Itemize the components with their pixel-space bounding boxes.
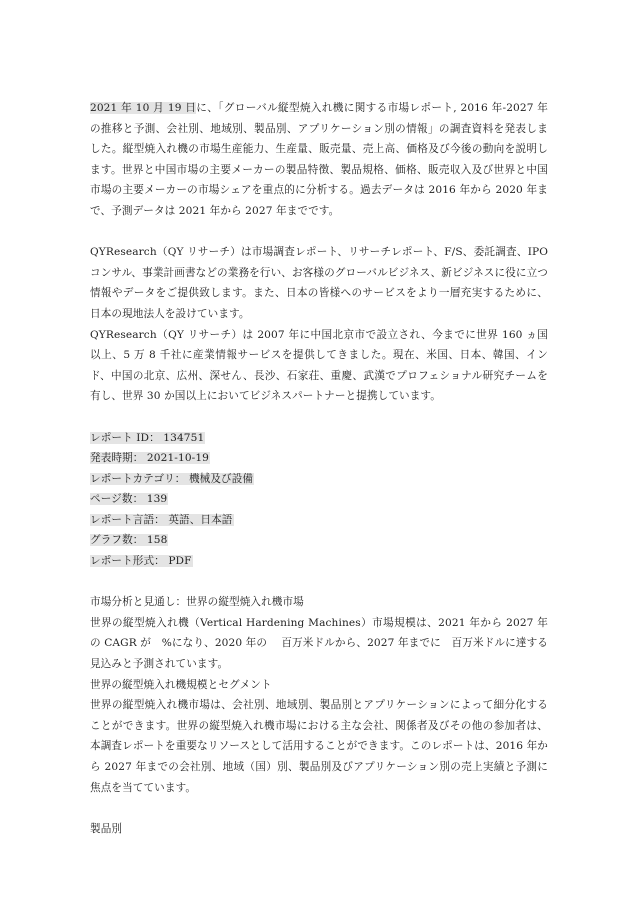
analysis-heading: 市場分析と見通し：世界の縦型焼入れ機市場	[90, 596, 304, 609]
meta-publish-date-text: 発表時期： 2021-10-19	[90, 452, 210, 465]
meta-report-id	[90, 428, 548, 449]
document-body	[90, 98, 548, 839]
intro-text: に、「グローバル縦型焼入れ機に関する市場レポート, 2016 年-2027 年の推移と予測、会社別、地域別、製品別、アプリケーション別の情報」の調査資料を発表しました。縦型焼入れ機の市場生産能力、生産量、販売量、売上高、価格及び今後の動向を説明します。世界と中国市場の主要メーカーの製品特徴、製品規格、価格、販売収入及び世界と中国市場の主要メーカーの市場シェアを重点的に分析する。過去データは 2016 年から 2020 年まで、予測データは 2021 年から 2027 年までです。	[90, 102, 549, 217]
spacer	[90, 407, 548, 428]
meta-publish-date	[90, 448, 548, 469]
meta-format	[90, 551, 548, 572]
analysis-heading-2: 世界の縦型焼入れ機規模とセグメント	[90, 678, 272, 691]
meta-graphs	[90, 530, 548, 551]
meta-graphs-text: グラフ数： 158	[90, 534, 168, 547]
spacer	[90, 572, 548, 593]
analysis-paragraph-2: 世界の縦型焼入れ機市場は、会社別、地域別、製品別とアプリケーションによって細分化することができます。世界の縦型焼入れ機市場における主な会社、関係者及びその他の参加者は、本調査レポートを重要なリソースとして活用することができます。このレポートは、2016 年から 2027 年までの会社別、地域（国）別、製品別及びアプリケーション別の売上実績と予測に焦点を当てています。	[90, 699, 548, 794]
spacer	[90, 798, 548, 819]
meta-language-text: レポート言語： 英語、日本語	[90, 513, 233, 526]
meta-pages-text: ページ数： 139	[90, 493, 168, 506]
date-highlight: 2021 年 10 月 19 日	[90, 102, 197, 114]
spacer	[90, 222, 548, 243]
company-paragraph-1: QYResearch（QY リサーチ）は市場調査レポート、リサーチレポート、F/S、委託調査、IPO コンサル、事業計画書などの業務を行い、お客様のグローバルビジネス、新ビジネスに役に立つ情報やデータをご提供致します。また、日本の皆様へのサービスをより一層充実するために、日本の現地法人を設けています。	[90, 246, 548, 320]
product-section-heading: 製品別	[90, 822, 123, 835]
intro-paragraph	[90, 98, 548, 222]
meta-format-text: レポート形式： PDF	[90, 555, 192, 568]
analysis-paragraph-1: 世界の縦型焼入れ機（Vertical Hardening Machines）市場規模は、2021 年から 2027 年の CAGR が %になり、2020 年の 百万米ドルから、2027 年までに 百万米ドルに達する見込みと予測されています。	[90, 616, 548, 671]
meta-report-id-text: レポート ID： 134751	[90, 431, 205, 444]
company-paragraph-2: QYResearch（QY リサーチ）は 2007 年に中国北京市で設立され、今までに世界 160 ヵ国以上、5 万 8 千社に産業情報サービスを提供してきました。現在、米国、日本、韓国、インド、中国の北京、広州、深せん、長沙、石家荘、重慶、武漢でプロフェショナル研究チームを有し、世界 30 か国以上においてビジネスパートナーと提携しています。	[90, 328, 548, 403]
meta-language	[90, 510, 548, 531]
meta-category	[90, 469, 548, 490]
meta-category-text: レポートカテゴリ： 機械及び設備	[90, 472, 254, 485]
meta-pages	[90, 489, 548, 510]
